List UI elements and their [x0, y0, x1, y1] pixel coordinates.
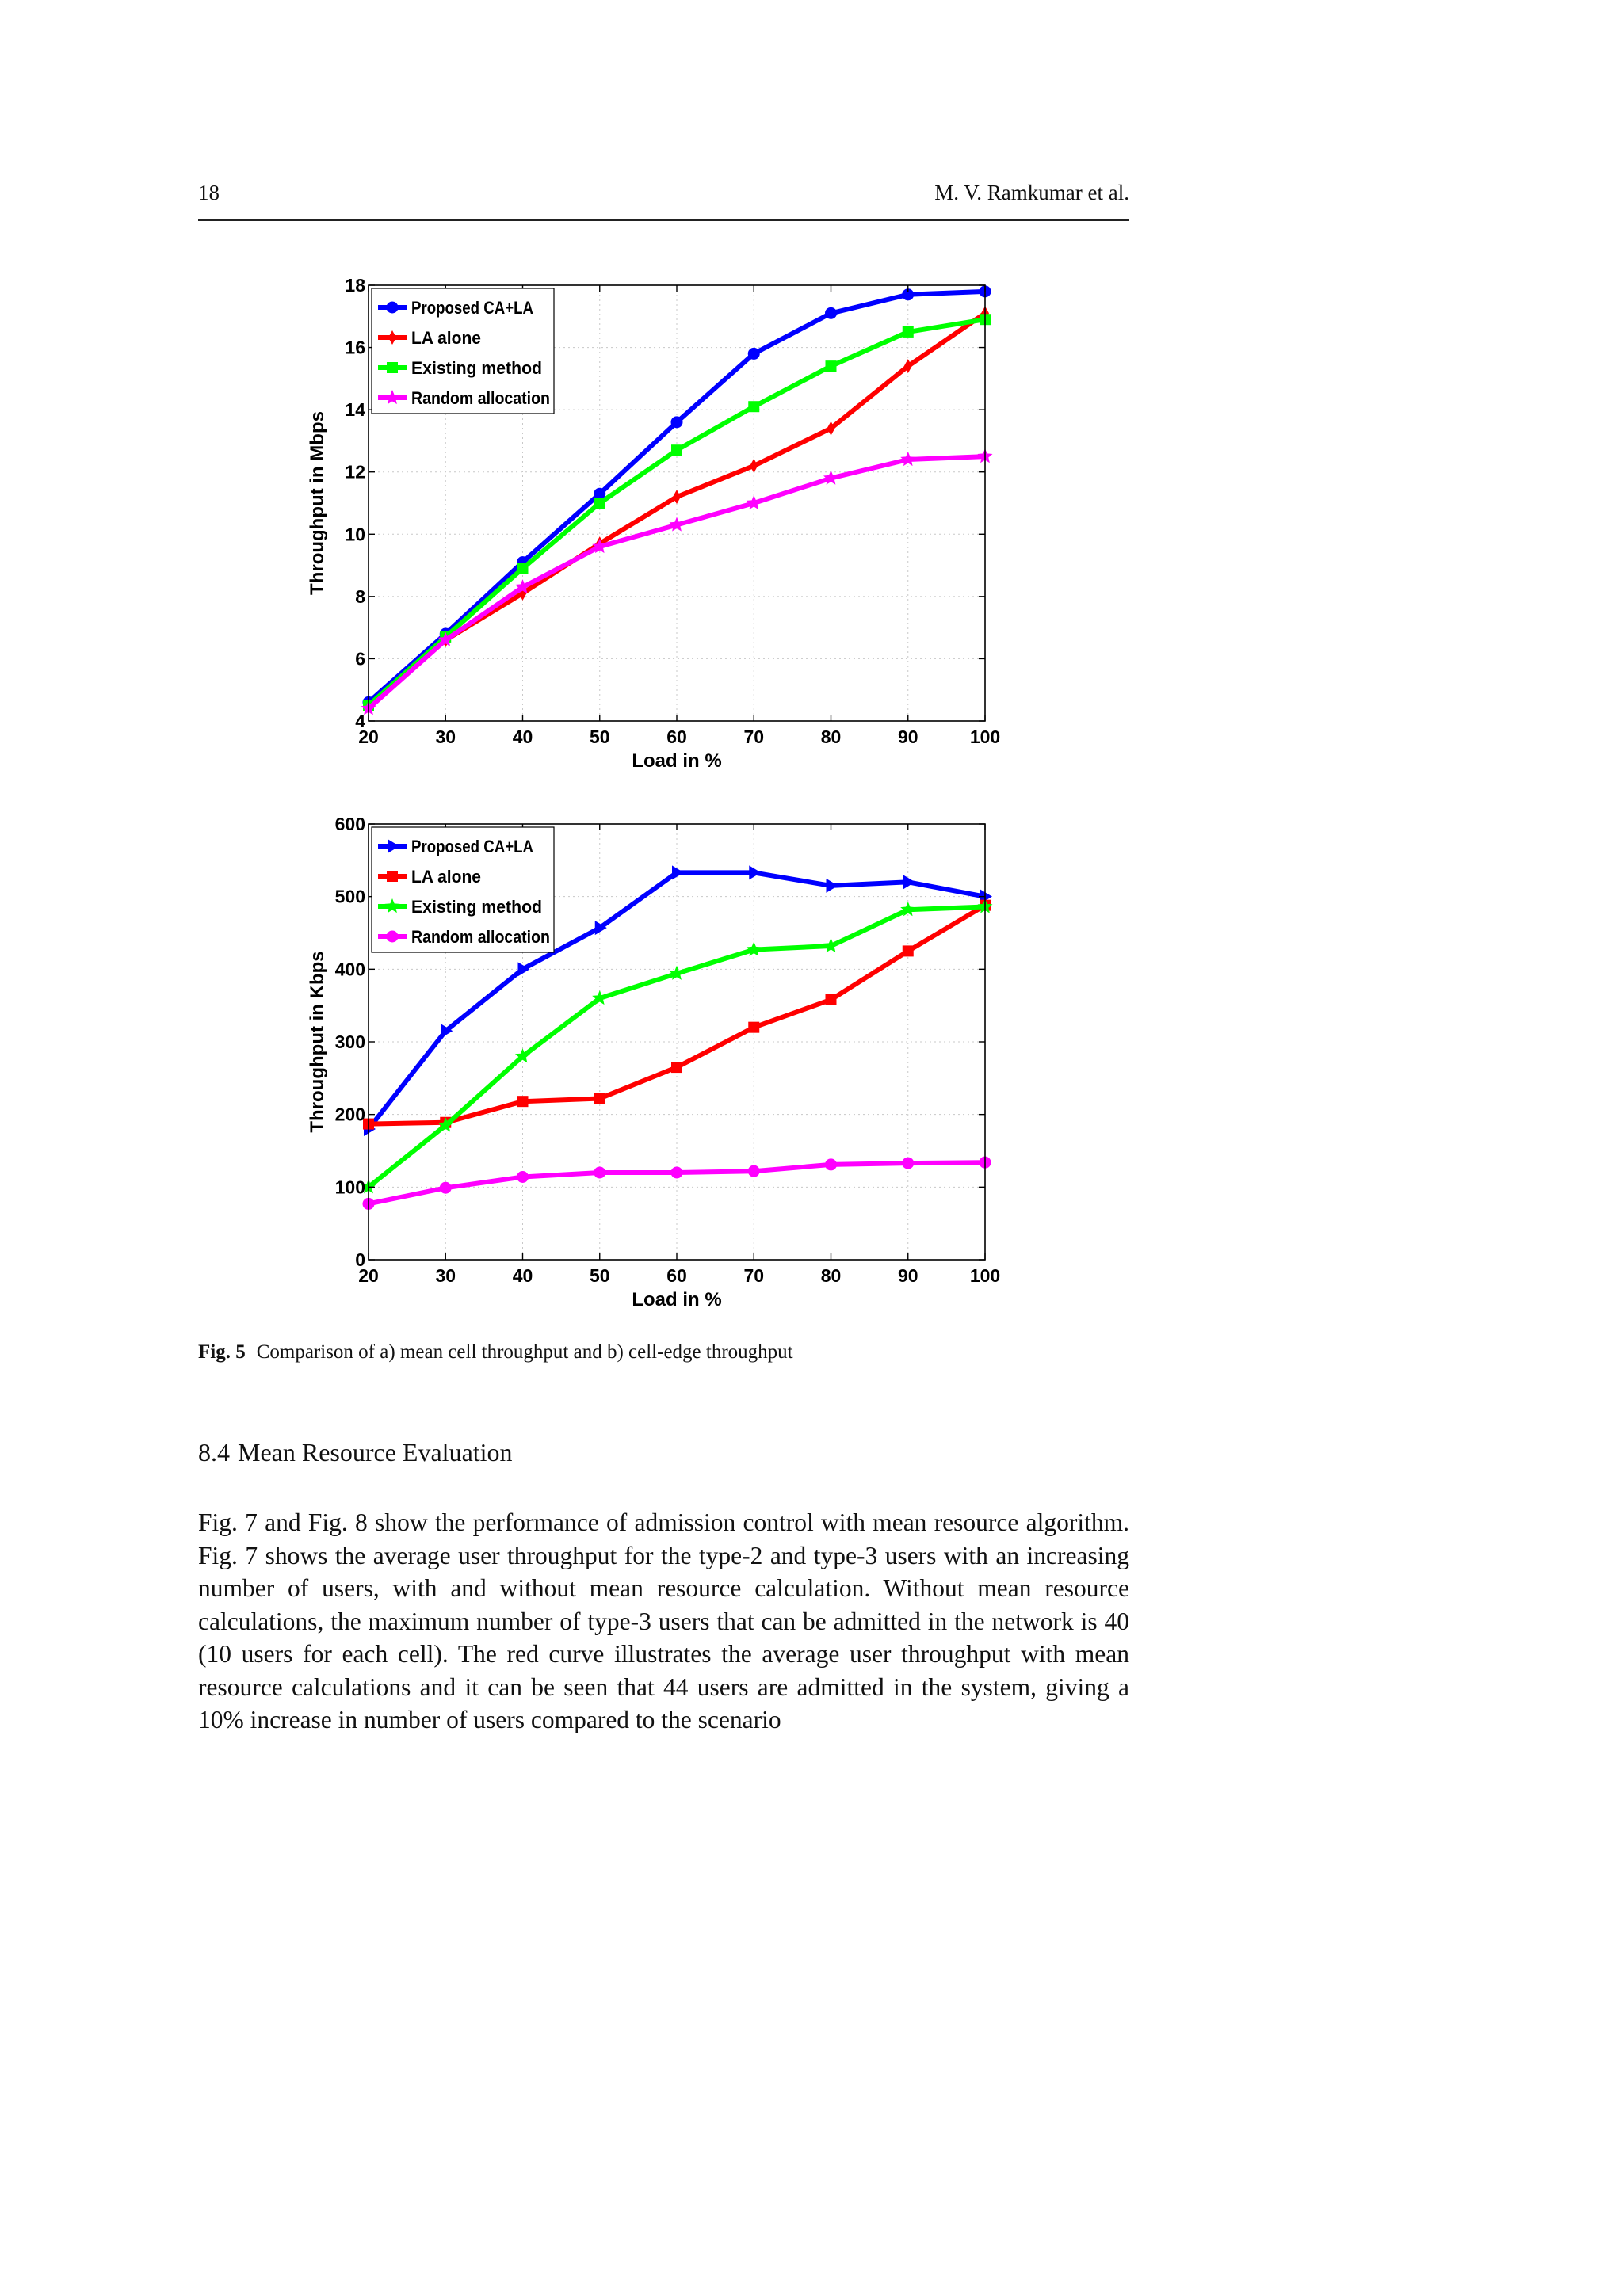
chart-b-series-3-point-6	[825, 1158, 837, 1170]
chart-a-series-0-point-5	[748, 348, 760, 360]
chart-b-legend-marker-1	[387, 871, 398, 882]
chart-a-legend-marker-0	[387, 302, 399, 314]
chart-a-xtick-label-0: 20	[358, 727, 379, 747]
chart-b-xtick-label-0: 20	[358, 1265, 379, 1286]
chart-b-ytick-label-1: 100	[334, 1177, 365, 1198]
chart-a-series-2-point-6	[826, 360, 837, 372]
figure-caption	[198, 1341, 1129, 1363]
body-paragraph: Fig. 7 and Fig. 8 show the performance of admission control with mean resource algorithm. Fig. 7 shows the average user throughput for the type-2 and type-3 users with an increasing number of users, with and without mean resource calculation. Without mean resource calculations, the maximum number of type-3 users that can be admitted in the network is 40 (10 users for each cell). The red curve illustrates the average user throughput with mean resource calculations and it can be seen that 44 users are admitted in the system, giving a 10% increase in number of users compared to the scenario	[198, 1508, 1129, 1733]
chart-a-series-2-point-3	[594, 498, 605, 509]
chart-b-ytick-label-4: 400	[334, 959, 365, 980]
chart-b-legend-marker-3	[387, 931, 399, 943]
chart-b-series-3-point-7	[902, 1158, 914, 1169]
chart-a-ytick-label-5: 14	[345, 399, 365, 421]
chart-a-ytick-label-4: 12	[345, 461, 365, 482]
chart-a-series-2-point-5	[748, 401, 759, 412]
caption-label: Fig. 5	[198, 1341, 246, 1363]
chart-a-ytick-label-6: 16	[345, 337, 365, 358]
chart-b-ytick-label-5: 500	[334, 886, 365, 907]
chart-b-svg	[301, 800, 1014, 1307]
chart-b-xtick-label-3: 50	[589, 1265, 610, 1286]
chart-b-ytick-label-2: 200	[334, 1104, 365, 1125]
chart-a-xtick-label-7: 90	[897, 727, 918, 747]
chart-b-ytick-label-6: 600	[334, 814, 365, 834]
chart-a-ytick-label-2: 8	[355, 585, 365, 607]
chart-b-xtick-label-5: 70	[743, 1265, 765, 1286]
caption-text: Comparison of a) mean cell throughput and b) cell-edge throughput	[256, 1341, 793, 1363]
chart-b-ytick-label-0: 0	[355, 1249, 365, 1270]
chart-b-series-1-point-6	[826, 994, 837, 1005]
chart-b-legend-label-3: Random allocation	[411, 927, 550, 947]
chart-a-series-2-point-4	[671, 444, 682, 456]
chart-a-ylabel: Throughput in Mbps	[307, 411, 328, 595]
chart-a-series-0-point-4	[671, 416, 683, 428]
chart-a-xlabel: Load in %	[632, 750, 722, 769]
chart-b-series-3-point-3	[594, 1167, 605, 1179]
chart-b-xtick-label-2: 40	[512, 1265, 533, 1286]
chart-b-xtick-label-8: 100	[969, 1265, 1001, 1286]
chart-b-legend	[372, 827, 554, 952]
chart-a-legend-label-1: LA alone	[411, 328, 481, 348]
chart-a-series-0-point-6	[825, 307, 837, 319]
chart-a-xtick-label-2: 40	[512, 727, 533, 747]
chart-cell-edge-throughput	[301, 800, 1014, 1307]
chart-b-legend-label-1: LA alone	[411, 867, 481, 887]
header-rule	[198, 219, 1129, 221]
chart-b-xlabel: Load in %	[632, 1289, 722, 1307]
section-heading	[198, 1438, 513, 1467]
chart-b-series-1-point-3	[594, 1093, 605, 1104]
chart-b-series-1-point-7	[903, 945, 914, 956]
running-author: M. V. Ramkumar et al.	[934, 181, 1129, 204]
chart-a-legend-label-3: Random allocation	[411, 388, 550, 408]
chart-b-xtick-label-6: 80	[820, 1265, 842, 1286]
chart-b-series-1-point-4	[671, 1062, 682, 1073]
chart-a-xtick-label-1: 30	[435, 727, 456, 747]
chart-a-legend-label-2: Existing method	[411, 358, 542, 378]
chart-b-legend-label-0: Proposed CA+LA	[411, 837, 534, 856]
chart-a-ytick-label-7: 18	[345, 275, 365, 296]
chart-b-series-3-point-1	[440, 1182, 452, 1194]
chart-b-series-1-point-5	[748, 1022, 759, 1033]
chart-b-ytick-label-3: 300	[334, 1032, 365, 1052]
running-header	[198, 181, 1129, 212]
chart-b-legend-label-2: Existing method	[411, 897, 542, 917]
chart-b-xtick-label-7: 90	[897, 1265, 918, 1286]
chart-a-legend	[372, 288, 554, 414]
chart-a-ytick-label-3: 10	[345, 524, 365, 545]
section-number: 8.4	[198, 1438, 230, 1466]
chart-b-series-3-point-5	[748, 1165, 760, 1177]
chart-a-xtick-label-3: 50	[589, 727, 610, 747]
chart-a-ytick-label-1: 6	[355, 648, 365, 669]
chart-mean-cell-throughput	[301, 261, 1014, 769]
chart-b-ylabel: Throughput in Kbps	[307, 951, 328, 1133]
chart-a-legend-label-0: Proposed CA+LA	[411, 298, 534, 318]
chart-b-series-1-point-2	[517, 1096, 529, 1107]
chart-a-xtick-label-4: 60	[666, 727, 687, 747]
chart-a-legend-marker-2	[387, 362, 398, 373]
chart-a-svg	[301, 261, 1014, 769]
chart-a-series-2-point-2	[517, 563, 529, 574]
chart-b-series-3-point-4	[671, 1167, 683, 1179]
chart-a-xtick-label-8: 100	[969, 727, 1001, 747]
chart-a-series-2-point-7	[903, 326, 914, 338]
chart-a-xtick-label-6: 80	[820, 727, 842, 747]
chart-b-series-3-point-2	[517, 1171, 529, 1183]
chart-b-xtick-label-1: 30	[435, 1265, 456, 1286]
section-title: Mean Resource Evaluation	[238, 1438, 513, 1466]
chart-a-xtick-label-5: 70	[743, 727, 765, 747]
page-number: 18	[198, 181, 220, 204]
chart-b-xtick-label-4: 60	[666, 1265, 687, 1286]
chart-a-ytick-label-0: 4	[355, 711, 365, 731]
